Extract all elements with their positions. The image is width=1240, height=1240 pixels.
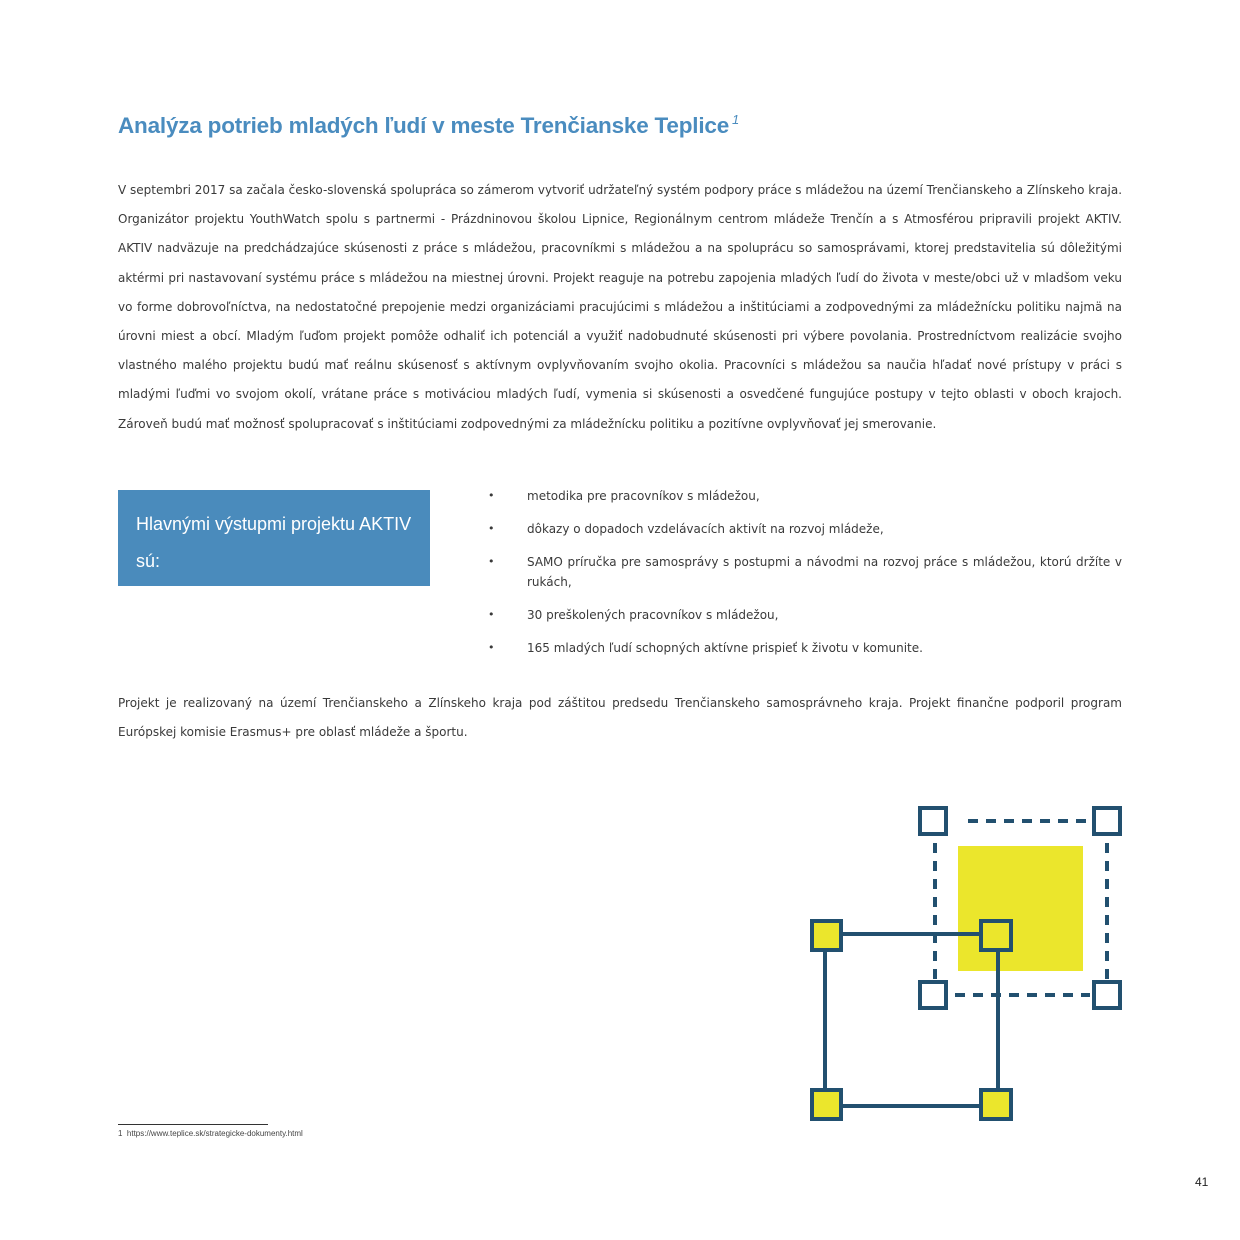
footnote-link: https://www.teplice.sk/strategicke-dokumenty.html xyxy=(126,1129,303,1138)
bullet-icon: • xyxy=(488,489,495,502)
list-item-text: 165 mladých ľudí schopných aktívne prispieť k životu v komunite. xyxy=(527,641,923,655)
solid-frame-handles xyxy=(812,921,1011,1119)
footnote-ref: 1 xyxy=(732,112,740,127)
list-item xyxy=(488,519,1122,539)
bullet-icon: • xyxy=(488,522,495,535)
outputs-heading-box: Hlavnými výstupmi projektu AKTIV sú: xyxy=(118,490,430,586)
list-item-text: SAMO príručka pre samosprávy s postupmi a návodmi na rozvoj práce s mládežou, ktorú držíte v rukách, xyxy=(527,555,1122,589)
bullet-icon: • xyxy=(488,641,495,654)
list-item xyxy=(488,605,1122,625)
list-item-text: metodika pre pracovníkov s mládežou, xyxy=(527,489,760,503)
outputs-list xyxy=(488,486,1122,671)
list-item xyxy=(488,486,1122,506)
list-item-text: 30 preškolených pracovníkov s mládežou, xyxy=(527,608,779,622)
title-text: Analýza potrieb mladých ľudí v meste Trenčianske Teplice xyxy=(118,113,730,138)
yellow-square xyxy=(958,846,1083,971)
bullet-icon: • xyxy=(488,608,495,621)
list-item xyxy=(488,552,1122,592)
footnote-divider xyxy=(118,1124,268,1125)
page-number: 41 xyxy=(1195,1175,1209,1189)
footnote xyxy=(118,1129,303,1138)
footnote-number: 1 xyxy=(118,1129,123,1138)
intro-paragraph: V septembri 2017 sa začala česko-slovenská spolupráca so zámerom vytvoriť udržateľný systém podpory práce s mládežou na území Trenčianskeho a Zlínskeho kraja. Organizátor projektu YouthWatch spolu s partnermi - Prázdninovou školou Lipnice, Regionálnym centrom mládeže Trenčín a s Atmosférou pripravili projekt AKTIV. AKTIV nadväzuje na predchádzajúce skúsenosti z práce s mládežou, pracovníkmi s mládežou a na spoluprácu so samosprávami, ktorej predstavitelia sú dôležitými aktérmi pri nastavovaní systému práce s mládežou na miestnej úrovni. Projekt reaguje na potrebu zapojenia mladých ľudí do života v meste/obci už v mladšom veku vo forme dobrovoľníctva, na nedostatočné prepojenie medzi organizáciami pracujúcimi s mládežou a inštitúciami a zodpovednými za mládežnícku politiku najmä na úrovni miest a obcí. Mladým ľuďom projekt pomôže odhaliť ich potenciál a využiť nadobudnuté skúsenosti pri výbere povolania. Prostredníctvom realizácie svojho vlastného malého projektu budú mať reálnu skúsenosť s aktívnym ovplyvňovaním svojho okolia. Pracovníci s mládežou sa naučia hľadať nové prístupy v práci s mladými ľuďmi vo svojom okolí, vrátane práce s motiváciou mladých ľudí, vymenia si skúsenosti a osvedčené fungujúce postupy v tejto oblasti v oboch krajoch. Zároveň budú mať možnosť spolupracovať s inštitúciami zodpovednými za mládežnícku politiku a pozitívne ovplyvňovať jej smerovanie. xyxy=(118,183,1123,431)
list-item xyxy=(488,638,1122,658)
bullet-icon: • xyxy=(488,555,495,568)
page-title xyxy=(118,112,739,139)
selection-squares-icon xyxy=(800,800,1130,1130)
outro-paragraph: Projekt je realizovaný na území Trenčianskeho a Zlínskeho kraja pod záštitou predsedu Trenčianskeho samosprávneho kraja. Projekt finančne podporil program Európskej komisie Erasmus+ pre oblasť mládeže a športu. xyxy=(118,696,1122,740)
list-item-text: dôkazy o dopadoch vzdelávacích aktivít na rozvoj mládeže, xyxy=(527,522,884,536)
